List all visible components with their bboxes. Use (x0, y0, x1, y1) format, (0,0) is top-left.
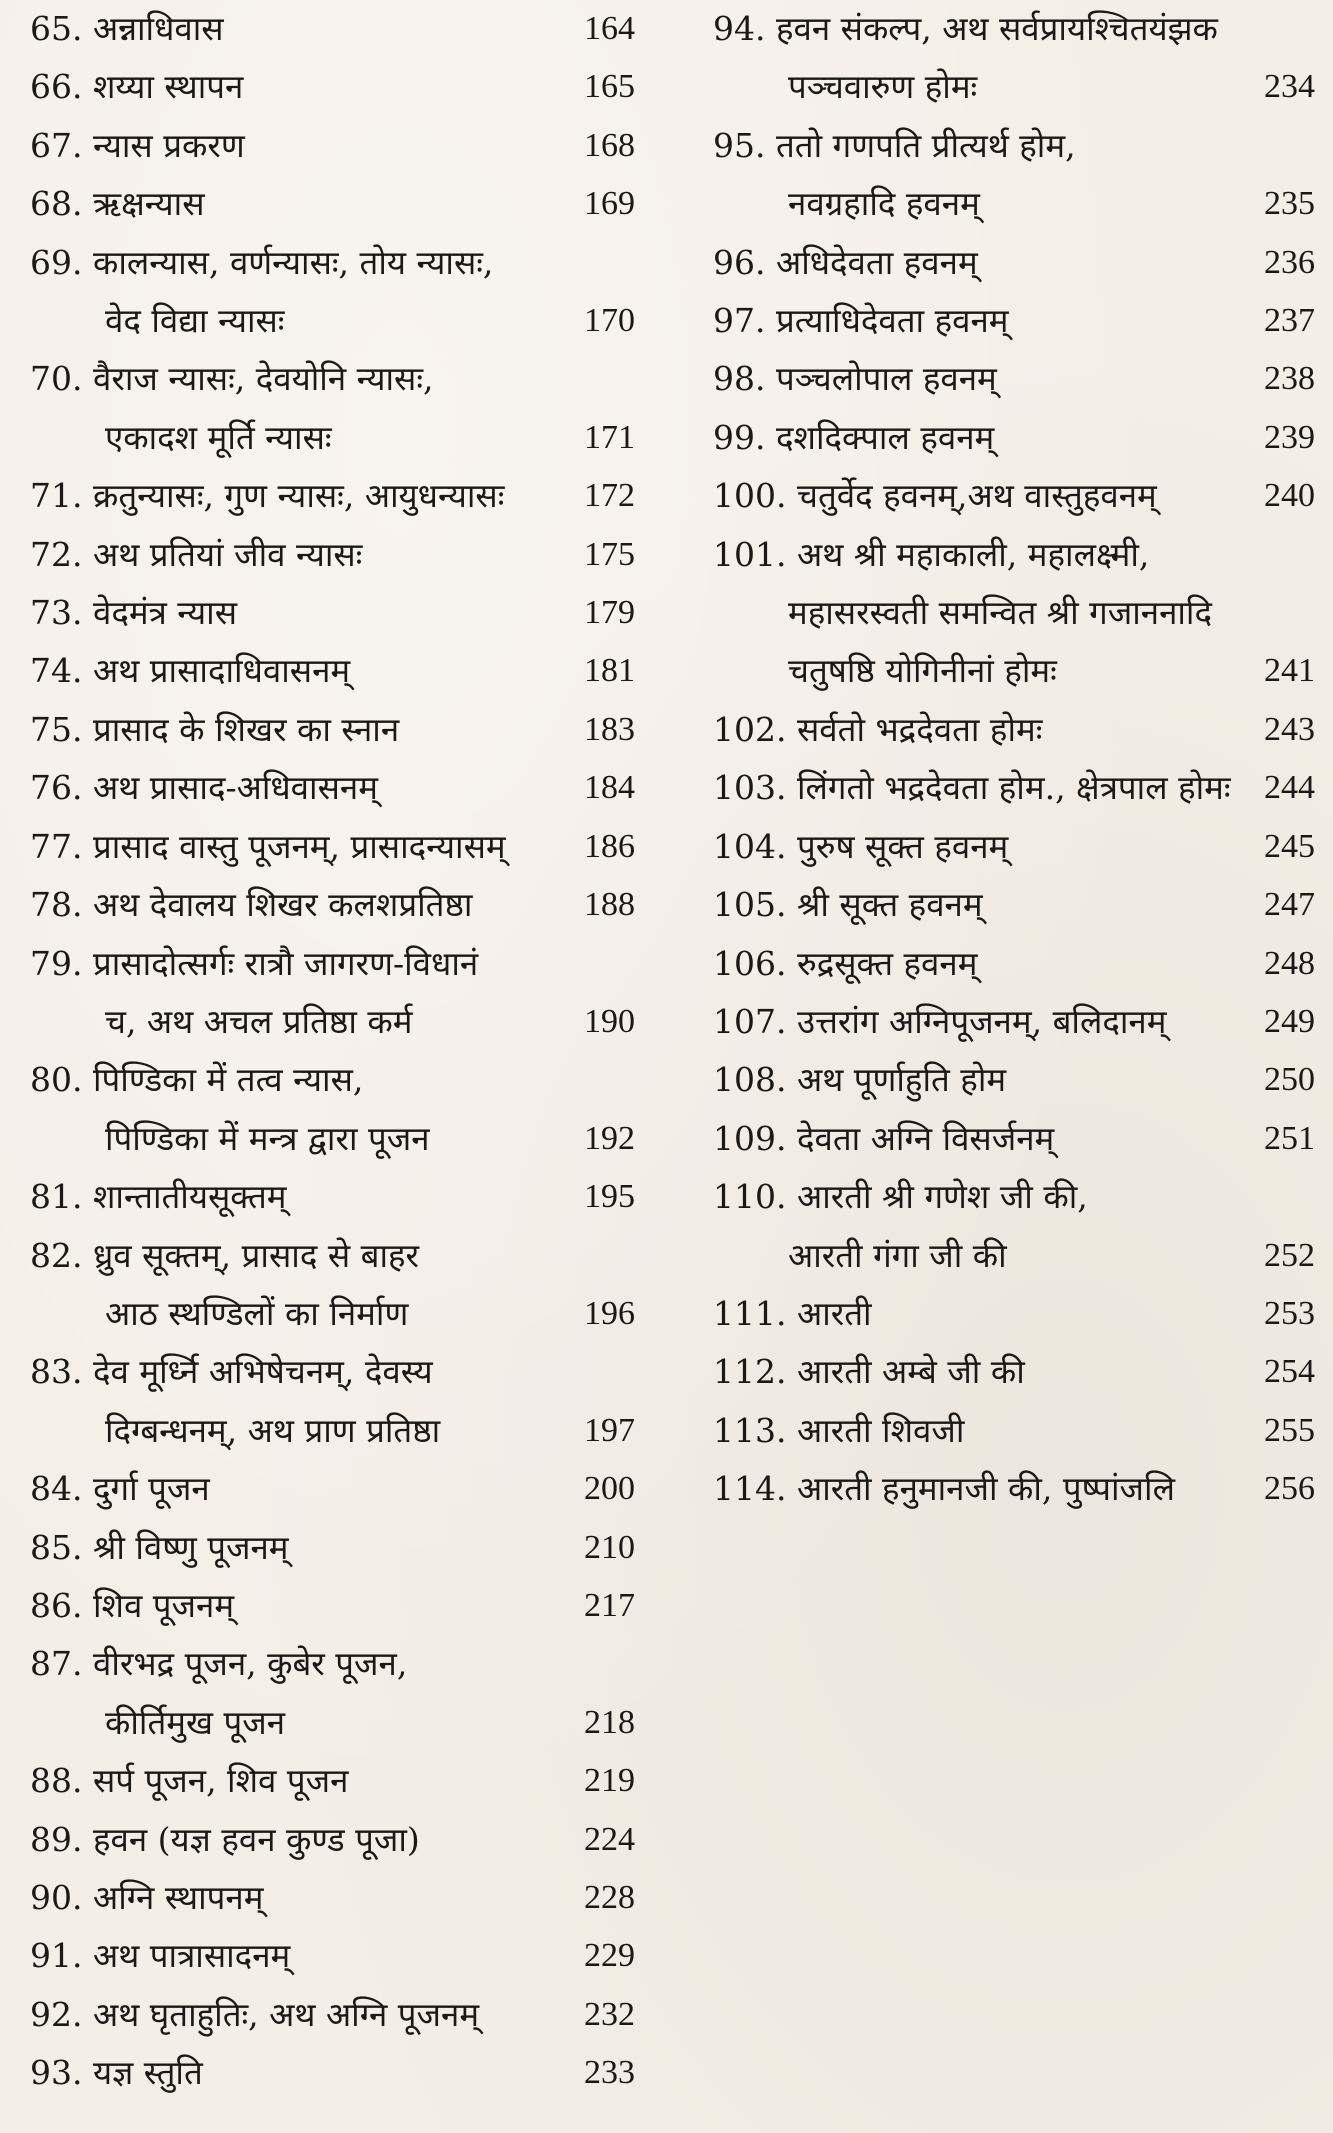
toc-entry-page-number: 171 (584, 418, 635, 456)
toc-entry-page-number: 232 (584, 1995, 635, 2033)
toc-entry-page-number: 197 (584, 1411, 635, 1449)
toc-entry-title: अन्नाधिवास (92, 9, 224, 48)
toc-entry-page-number: 164 (584, 10, 635, 47)
toc-entry-title: अथ पात्रासादनम् (92, 1936, 291, 1976)
toc-entry-line (713, 584, 1315, 642)
toc-entry-number: 94. (713, 9, 766, 48)
toc-entry-title: वेदमंत्र न्यास (92, 593, 238, 633)
toc-entry-number: 105. (713, 885, 787, 925)
toc-entry-page-number: 250 (1264, 1061, 1315, 1099)
toc-entry-page-number: 184 (584, 769, 635, 807)
toc-entry (0, 818, 680, 876)
toc-entry-title: ऋक्षन्यास (92, 184, 205, 224)
toc-entry-title: दुर्गा पूजन (92, 1469, 210, 1509)
toc-entry-line (30, 1402, 680, 1460)
toc-entry-page-number: 195 (584, 1178, 635, 1216)
toc-entry-number: 106. (713, 943, 787, 983)
toc-entry-line (713, 1285, 1315, 1343)
toc-entry-title: प्रत्याधिदेवता हवनम् (775, 301, 1009, 341)
toc-entry-page-number: 256 (1264, 1470, 1315, 1508)
toc-entry-number: 73. (30, 593, 83, 633)
toc-entry (0, 526, 680, 584)
toc-entry-title: ध्रुव सूक्तम्, प्रासाद से बाहर (92, 1235, 420, 1275)
toc-entry (0, 467, 680, 525)
toc-entry-line (30, 1752, 680, 1810)
toc-entry-number: 70. (30, 359, 83, 399)
toc-entry-title: पञ्चलोपाल हवनम् (775, 359, 997, 399)
toc-entry-number: 79. (30, 943, 83, 983)
toc-entry-page-number: 170 (584, 302, 635, 340)
toc-entry (695, 292, 1315, 350)
toc-entry-number: 75. (30, 709, 83, 749)
toc-entry-page-number: 218 (584, 1703, 635, 1741)
toc-entry-line (713, 1110, 1315, 1168)
toc-entry-title: उत्तरांग अग्निपूजनम्, बलिदानम् (796, 1001, 1167, 1041)
toc-entry (695, 409, 1315, 467)
toc-entry-page-number: 254 (1264, 1353, 1315, 1391)
toc-entry-number: 112. (713, 1352, 787, 1392)
toc-entry-line (30, 1110, 680, 1168)
toc-entry-number: 76. (30, 768, 83, 808)
toc-entry-number: 95. (713, 125, 766, 165)
toc-entry-number: 83. (30, 1352, 83, 1392)
toc-entry-page-number: 245 (1264, 827, 1315, 865)
toc-entry (0, 584, 680, 642)
toc-entry-line (30, 1694, 680, 1752)
toc-entry-number: 86. (30, 1585, 83, 1625)
toc-entry-page-number: 248 (1264, 944, 1315, 982)
toc-entry-number: 102. (713, 709, 787, 749)
toc-entry-line (30, 175, 680, 233)
toc-entry-line (713, 0, 1315, 58)
toc-entry-number: 96. (713, 242, 766, 282)
toc-entry-line (30, 467, 680, 525)
toc-entry-page-number: 196 (584, 1294, 635, 1332)
toc-entry-title: लिंगतो भद्रदेवता होम., क्षेत्रपाल होमः (796, 768, 1231, 808)
toc-entry (695, 0, 1315, 117)
toc-entry-line (30, 1811, 680, 1869)
toc-entry-line (713, 58, 1315, 116)
toc-entry (0, 234, 680, 351)
toc-entry-line (30, 350, 680, 408)
toc-entry-title: देव मूर्ध्नि अभिषेचनम्, देवस्य (92, 1352, 433, 1392)
toc-entry-page-number: 165 (584, 68, 635, 106)
toc-entry (0, 642, 680, 700)
toc-entry-title: हवन संकल्प, अथ सर्वप्रायश्चितयंझक (775, 9, 1218, 48)
toc-entry-title: आरती गंगा जी की (788, 1235, 1007, 1275)
toc-entry-line (713, 818, 1315, 876)
toc-entry-number: 93. (30, 2053, 83, 2093)
toc-entry (695, 935, 1315, 993)
toc-entry-number: 89. (30, 1819, 83, 1859)
toc-entry (695, 1110, 1315, 1168)
toc-entry-title: अथ पूर्णाहुति होम (796, 1060, 1007, 1100)
toc-entry (695, 1460, 1315, 1518)
toc-entry-line (713, 117, 1315, 175)
toc-entry-title: प्रासाद के शिखर का स्नान (92, 709, 400, 749)
toc-entry-line (713, 701, 1315, 759)
toc-entry (695, 993, 1315, 1051)
toc-entry-line (30, 409, 680, 467)
toc-entry-title: अथ श्री महाकाली, महालक्ष्मी, (796, 534, 1150, 574)
toc-entry-title: शिव पूजनम् (92, 1585, 235, 1625)
toc-entry-title: ततो गणपति प्रीत्यर्थ होम, (775, 125, 1076, 165)
toc-entry-number: 108. (713, 1060, 787, 1100)
toc-entry (0, 1577, 680, 1635)
toc-entry-number: 107. (713, 1001, 787, 1041)
toc-entry-number: 71. (30, 476, 83, 516)
toc-entry (0, 1343, 680, 1460)
toc-entry-line (713, 526, 1315, 584)
toc-entry (0, 1811, 680, 1869)
toc-entry-page-number: 179 (584, 594, 635, 632)
toc-entry-page-number: 243 (1264, 710, 1315, 748)
toc-entry-title: अथ प्रासाद-अधिवासनम् (92, 768, 378, 808)
toc-entry (0, 1168, 680, 1226)
toc-entry-line (30, 876, 680, 934)
toc-entry-number: 91. (30, 1936, 83, 1976)
toc-entry-title: चतुषष्ठि योगिनीनां होमः (788, 651, 1057, 691)
toc-entry-line (30, 1343, 680, 1401)
toc-entry-title: चतुर्वेद हवनम्,अथ वास्तुहवनम् (796, 476, 1157, 516)
toc-entry-title: अथ प्रासादाधिवासनम् (92, 651, 351, 691)
toc-entry-number: 81. (30, 1177, 83, 1217)
toc-entry-number: 88. (30, 1761, 83, 1801)
toc-entry-page-number: 247 (1264, 886, 1315, 924)
toc-entry (695, 876, 1315, 934)
toc-entry-title: आरती शिवजी (796, 1410, 965, 1450)
toc-entry-line (713, 234, 1315, 292)
toc-entry-line (30, 759, 680, 817)
toc-entry-page-number: 238 (1264, 360, 1315, 398)
toc-entry-line (713, 1051, 1315, 1109)
toc-entry-page-number: 235 (1264, 185, 1315, 223)
toc-entry-title: सर्प पूजन, शिव पूजन (92, 1761, 349, 1801)
toc-entry-line (30, 58, 680, 116)
toc-entry (0, 175, 680, 233)
toc-entry (695, 1168, 1315, 1285)
toc-entry-page-number: 255 (1264, 1411, 1315, 1449)
toc-entry (695, 1285, 1315, 1343)
toc-entry-number: 72. (30, 534, 83, 574)
toc-entry-line (30, 1635, 680, 1693)
toc-entry (0, 1869, 680, 1927)
toc-entry-number: 68. (30, 184, 83, 224)
toc-entry-title: श्री सूक्त हवनम् (796, 885, 983, 925)
toc-entry-line (713, 409, 1315, 467)
toc-entry-title: शान्तातीयसूक्तम् (92, 1177, 287, 1217)
toc-entry-page-number: 239 (1264, 418, 1315, 456)
toc-entry-title: देवता अग्नि विसर्जनम् (796, 1118, 1055, 1158)
toc-entry-title: पिण्डिका में मन्त्र द्वारा पूजन (105, 1118, 430, 1158)
toc-entry (0, 1519, 680, 1577)
toc-entry-title: आठ स्थण्डिलों का निर्माण (105, 1293, 409, 1333)
toc-entry-line (713, 993, 1315, 1051)
toc-entry-title: पुरुष सूक्त हवनम् (796, 826, 1009, 866)
toc-entry-title: अधिदेवता हवनम् (775, 242, 978, 282)
toc-entry (0, 0, 680, 58)
toc-entry-number: 92. (30, 1994, 83, 2034)
toc-entry (0, 58, 680, 116)
toc-entry (695, 467, 1315, 525)
toc-entry-line (30, 292, 680, 350)
toc-entry-title: नवग्रहादि हवनम् (788, 184, 980, 224)
toc-entry-line (30, 818, 680, 876)
toc-entry-line (30, 1869, 680, 1927)
toc-entry-page-number: 172 (584, 477, 635, 515)
toc-entry-number: 74. (30, 651, 83, 691)
toc-entry-number: 104. (713, 826, 787, 866)
toc-entry (695, 1051, 1315, 1109)
toc-entry-number: 84. (30, 1469, 83, 1509)
toc-entry-line (30, 584, 680, 642)
toc-entry-title: हवन (यज्ञ हवन कुण्ड पूजा) (92, 1819, 420, 1859)
toc-entry-page-number: 200 (584, 1470, 635, 1508)
toc-entry-line (30, 1577, 680, 1635)
toc-entry-page-number: 224 (584, 1820, 635, 1858)
toc-right-column (695, 0, 1315, 1519)
toc-entry-number: 103. (713, 768, 787, 808)
toc-entry-page-number: 181 (584, 652, 635, 690)
toc-entry-title: वैराज न्यासः, देवयोनि न्यासः, (92, 359, 434, 399)
toc-entry-title: अथ देवालय शिखर कलशप्रतिष्ठा (92, 885, 473, 925)
toc-entry (0, 1051, 680, 1168)
toc-entry-number: 67. (30, 125, 83, 165)
toc-entry-page-number: 219 (584, 1762, 635, 1800)
toc-entry-line (30, 1051, 680, 1109)
toc-entry (695, 526, 1315, 701)
toc-entry-line (713, 1227, 1315, 1285)
toc-entry (0, 1986, 680, 2044)
toc-entry-number: 90. (30, 1878, 83, 1917)
toc-entry-title: दिग्बन्धनम्, अथ प्राण प्रतिष्ठा (105, 1410, 441, 1450)
toc-entry-title: सर्वतो भद्रदेवता होमः (796, 709, 1043, 749)
toc-entry-title: कीर्तिमुख पूजन (105, 1702, 286, 1742)
toc-entry-number: 97. (713, 301, 766, 341)
toc-entry-title: श्री विष्णु पूजनम् (92, 1527, 289, 1567)
toc-entry-page-number: 241 (1264, 652, 1315, 690)
toc-entry-title: दशदिक्पाल हवनम् (775, 417, 995, 457)
toc-entry-number: 109. (713, 1118, 787, 1158)
toc-entry (0, 2044, 680, 2102)
toc-entry-title: कालन्यास, वर्णन्यासः, तोय न्यासः, (92, 242, 494, 282)
toc-entry-title: आरती अम्बे जी की (796, 1352, 1025, 1392)
toc-entry (695, 759, 1315, 817)
toc-entry-line (30, 701, 680, 759)
toc-entry-line (713, 759, 1315, 817)
toc-entry-page-number: 175 (584, 535, 635, 573)
toc-entry-page-number: 228 (584, 1879, 635, 1916)
toc-entry-page-number: 233 (584, 2054, 635, 2092)
toc-entry-title: पिण्डिका में तत्व न्यास, (92, 1060, 364, 1100)
toc-entry-number: 111. (713, 1293, 787, 1333)
toc-entry-title: प्रासाद वास्तु पूजनम्, प्रासादन्यासम् (92, 826, 506, 866)
toc-entry-page-number: 251 (1264, 1119, 1315, 1157)
toc-entry-line (713, 1402, 1315, 1460)
toc-entry-line (30, 993, 680, 1051)
toc-entry-number: 82. (30, 1235, 83, 1275)
toc-entry (0, 117, 680, 175)
toc-entry-line (30, 1460, 680, 1518)
toc-entry-title: प्रासादोत्सर्गः रात्रौ जागरण-विधानं (92, 943, 479, 983)
toc-entry-number: 114. (713, 1469, 787, 1509)
toc-entry-number: 78. (30, 885, 83, 925)
toc-entry (0, 1227, 680, 1344)
toc-entry (0, 1460, 680, 1518)
toc-entry-line (713, 876, 1315, 934)
toc-entry (0, 1635, 680, 1752)
toc-entry-line (713, 467, 1315, 525)
toc-entry-line (30, 1168, 680, 1226)
toc-entry-page-number: 217 (584, 1586, 635, 1624)
toc-entry (0, 759, 680, 817)
toc-entry-number: 99. (713, 417, 766, 457)
toc-entry (0, 1752, 680, 1810)
toc-entry-page-number: 190 (584, 1002, 635, 1040)
toc-entry-page-number: 168 (584, 126, 635, 164)
toc-entry-line (713, 1168, 1315, 1226)
toc-entry-line (30, 526, 680, 584)
toc-entry-title: क्रतुन्यासः, गुण न्यासः, आयुधन्यासः (92, 476, 505, 516)
toc-entry-number: 101. (713, 534, 787, 574)
toc-entry-title: आरती (796, 1293, 872, 1333)
toc-entry-line (713, 935, 1315, 993)
toc-entry-line (30, 0, 680, 58)
toc-entry (0, 350, 680, 467)
toc-entry-line (30, 1285, 680, 1343)
toc-entry (0, 1927, 680, 1985)
toc-entry-title: न्यास प्रकरण (92, 125, 245, 165)
toc-entry (695, 818, 1315, 876)
toc-entry-page-number: 244 (1264, 769, 1315, 807)
toc-entry-page-number: 183 (584, 710, 635, 748)
toc-entry-title: च, अथ अचल प्रतिष्ठा कर्म (105, 1001, 413, 1041)
toc-entry-page-number: 234 (1264, 68, 1315, 106)
toc-entry-page-number: 210 (584, 1528, 635, 1566)
toc-entry-line (30, 2044, 680, 2102)
toc-entry-number: 69. (30, 242, 83, 282)
toc-entry (695, 1402, 1315, 1460)
toc-entry-line (30, 1927, 680, 1985)
toc-entry-title: अग्नि स्थापनम् (92, 1878, 264, 1917)
toc-entry-page-number: 188 (584, 886, 635, 924)
toc-entry-title: वीरभद्र पूजन, कुबेर पूजन, (92, 1644, 408, 1684)
toc-entry-line (30, 1519, 680, 1577)
toc-entry-page-number: 236 (1264, 243, 1315, 281)
toc-entry-line (713, 642, 1315, 700)
toc-entry-title: रुद्रसूक्त हवनम् (796, 943, 978, 983)
toc-entry-number: 77. (30, 826, 83, 866)
toc-entry-line (713, 175, 1315, 233)
toc-entry-line (713, 1343, 1315, 1401)
toc-entry (695, 701, 1315, 759)
toc-entry-page-number: 192 (584, 1119, 635, 1157)
toc-entry (0, 876, 680, 934)
toc-entry-number: 65. (30, 9, 83, 48)
toc-entry-page-number: 169 (584, 185, 635, 223)
toc-entry-title: आरती हनुमानजी की, पुष्पांजलि (796, 1469, 1175, 1509)
toc-entry-title: यज्ञ स्तुति (92, 2053, 203, 2093)
toc-entry-page-number: 229 (584, 1937, 635, 1975)
toc-entry-page-number: 186 (584, 827, 635, 865)
toc-entry-title: पञ्चवारुण होमः (788, 67, 978, 107)
toc-entry (695, 1343, 1315, 1401)
toc-entry-line (713, 292, 1315, 350)
toc-entry-line (713, 1460, 1315, 1518)
toc-entry-number: 98. (713, 359, 766, 399)
toc-entry-title: अथ घृताहुतिः, अथ अग्नि पूजनम् (92, 1994, 480, 2034)
toc-entry-number: 113. (713, 1410, 787, 1450)
toc-entry-line (30, 117, 680, 175)
toc-entry-title: अथ प्रतियां जीव न्यासः (92, 534, 363, 574)
toc-entry-page-number: 249 (1264, 1002, 1315, 1040)
toc-entry-line (30, 1986, 680, 2044)
toc-entry-title: एकादश मूर्ति न्यासः (105, 417, 332, 457)
toc-entry (695, 350, 1315, 408)
toc-entry-title: आरती श्री गणेश जी की, (796, 1177, 1088, 1217)
toc-entry-number: 100. (713, 476, 787, 516)
toc-entry-number: 110. (713, 1177, 787, 1217)
toc-entry-title: वेद विद्या न्यासः (105, 301, 285, 341)
toc-entry-number: 87. (30, 1644, 83, 1684)
toc-entry-title: शय्या स्थापन (92, 67, 244, 107)
toc-entry-line (30, 935, 680, 993)
toc-entry-number: 80. (30, 1060, 83, 1100)
toc-entry-page-number: 240 (1264, 477, 1315, 515)
toc-entry-line (30, 642, 680, 700)
toc-entry-line (30, 1227, 680, 1285)
toc-entry-page-number: 252 (1264, 1236, 1315, 1274)
toc-entry-number: 85. (30, 1527, 83, 1567)
toc-entry-page-number: 237 (1264, 302, 1315, 340)
toc-entry-page-number: 253 (1264, 1294, 1315, 1332)
toc-entry-line (30, 234, 680, 292)
toc-entry (0, 935, 680, 1052)
toc-entry-number: 66. (30, 67, 83, 107)
toc-entry-line (713, 350, 1315, 408)
toc-entry (695, 117, 1315, 234)
toc-entry (695, 234, 1315, 292)
toc-entry-title: महासरस्वती समन्वित श्री गजाननादि (788, 593, 1213, 633)
toc-entry (0, 701, 680, 759)
